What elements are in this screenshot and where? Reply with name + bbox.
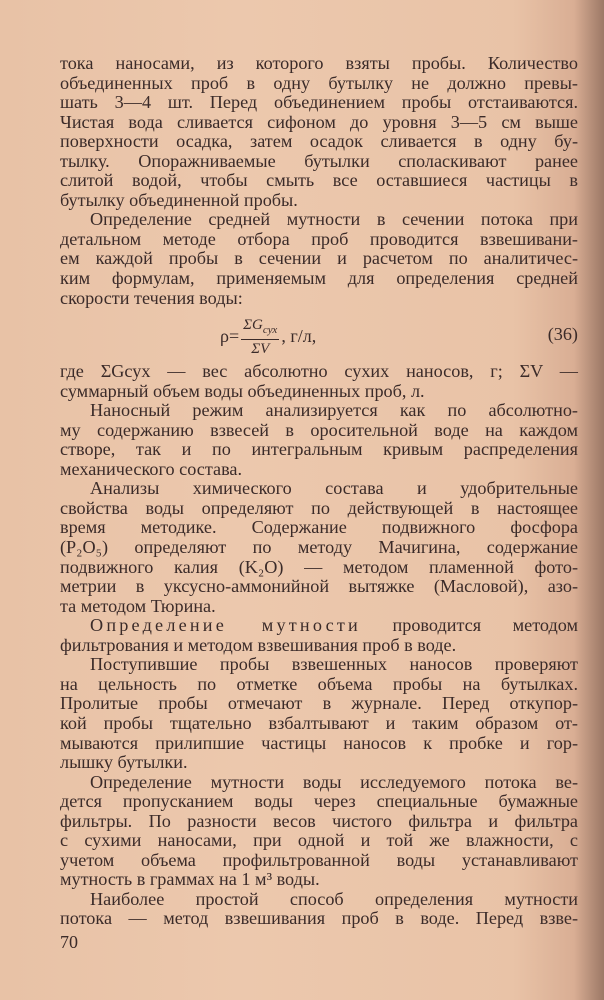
formula-units: , г/л, [281, 326, 317, 347]
text-line: слитой водой, чтобы смыть все оставшиеся частицы в [60, 170, 578, 191]
text-line: фильтрования и методом взвешивания проб в воде. [60, 634, 457, 655]
numerator-subscript: сух [262, 324, 278, 337]
text-line: Наиболее простой способ определения мутности [90, 888, 578, 909]
text-line: детальном методе отбора проб проводится взвешивани- [60, 228, 578, 249]
text-line: фильтры. По разности весов чистого фильтра и фильтра [60, 810, 578, 831]
formula-denominator: ΣV [251, 341, 270, 358]
text-line: Поступившие пробы взвешенных наносов проверяют [90, 654, 578, 675]
text-line: время методике. Содержание подвижного фосфора [60, 517, 578, 538]
paragraph [60, 479, 578, 616]
text-line: скорости течения воды: [60, 287, 243, 308]
paragraph [60, 210, 578, 308]
text-line: Определение мутности воды исследуемого потока ве- [90, 771, 578, 792]
numerator-text: ΣG [243, 317, 263, 334]
text-line: поверхности осадка, затем осадок сливается в одну бу- [60, 131, 578, 152]
paragraph [60, 773, 578, 890]
formula-36 [60, 308, 578, 362]
text-line: ким формулам, применяемым для определения средней [60, 268, 578, 289]
paragraph [60, 401, 578, 479]
line-text: проводится методом [360, 615, 578, 636]
text-line: с сухими наносами, при одной и той же влажности, с [60, 830, 578, 851]
text-line: Наносный режим анализируется как по абсолютно- [90, 400, 578, 421]
text-line: механического состава. [60, 458, 243, 479]
spaced-emphasis: Определение мутности [90, 615, 361, 636]
text-line: дется пропусканием воды через специальные бумажные [60, 791, 578, 812]
text-line: му содержанию взвесей в оросительной воде на каждом [60, 419, 578, 440]
text-line: створе, так и по интегральным кривым распределения [60, 439, 578, 460]
text-line: Пролитые пробы отмечают в журнале. Перед откупор- [60, 693, 578, 714]
formula-fraction [241, 316, 279, 358]
text-line: объединенных проб в одну бутылку не должно превы- [60, 72, 578, 93]
text-line: мутность в граммах на 1 м³ воды. [60, 869, 320, 890]
text-line: тылку. Опоражниваемые бутылки споласкивают ранее [60, 150, 578, 171]
text-line: потока — метод взвешивания проб в воде. Перед взве- [60, 908, 578, 929]
page-number: 70 [60, 932, 78, 952]
paragraph [60, 362, 578, 401]
text-line [60, 616, 578, 636]
formula-expression [220, 316, 316, 358]
text-line: подвижного калия (K₂O) — методом пламенной фото- [60, 556, 578, 577]
text-line: свойства воды определяют по действующей в настоящее [60, 497, 578, 518]
text-before-formula [60, 54, 578, 308]
text-line: суммарный объем воды объединенных проб, л. [60, 380, 425, 401]
text-after-formula [60, 362, 578, 929]
text-line: Чистая вода сливается сифоном до уровня 3—5 см выше [60, 111, 578, 132]
text-line: мываются прилипшие частицы наносов к пробке и гор- [60, 732, 578, 753]
text-line: бутылку объединенной пробы. [60, 189, 298, 210]
paragraph [60, 616, 578, 655]
text-line: Анализы химического состава и удобрительные [90, 478, 578, 499]
formula-numerator [241, 316, 279, 340]
text-line: тока наносами, из которого взяты пробы. Количество [60, 53, 578, 73]
text-line: на цельность по отметке объема пробы на бутылках. [60, 673, 578, 694]
paragraph [60, 54, 578, 210]
text-line: ем каждой пробы в сечении и расчетом по аналитичес- [60, 248, 578, 269]
paragraph [60, 655, 578, 772]
text-line: где ΣGсух — вес абсолютно сухих наносов, г; ΣV — [60, 361, 578, 382]
text-line: учетом объема профильтрованной воды устанавливают [60, 849, 578, 870]
page-body [60, 54, 578, 929]
formula-lhs: ρ= [220, 326, 240, 347]
text-line: кой пробы тщательно взбалтывают и таким образом от- [60, 712, 578, 733]
text-line: метрии в уксусно-аммонийной вытяжке (Масловой), азо- [60, 576, 578, 597]
text-line: (P₂O₅) определяют по методу Мачигина, содержание [60, 537, 578, 558]
text-line: лышку бутылки. [60, 752, 188, 773]
equation-number: (36) [547, 324, 578, 345]
paragraph [60, 890, 578, 929]
text-line: та методом Тюрина. [60, 595, 216, 616]
text-line: Определение средней мутности в сечении потока при [90, 209, 578, 230]
text-line: шать 3—4 шт. Перед объединением пробы отстаиваются. [60, 92, 578, 113]
